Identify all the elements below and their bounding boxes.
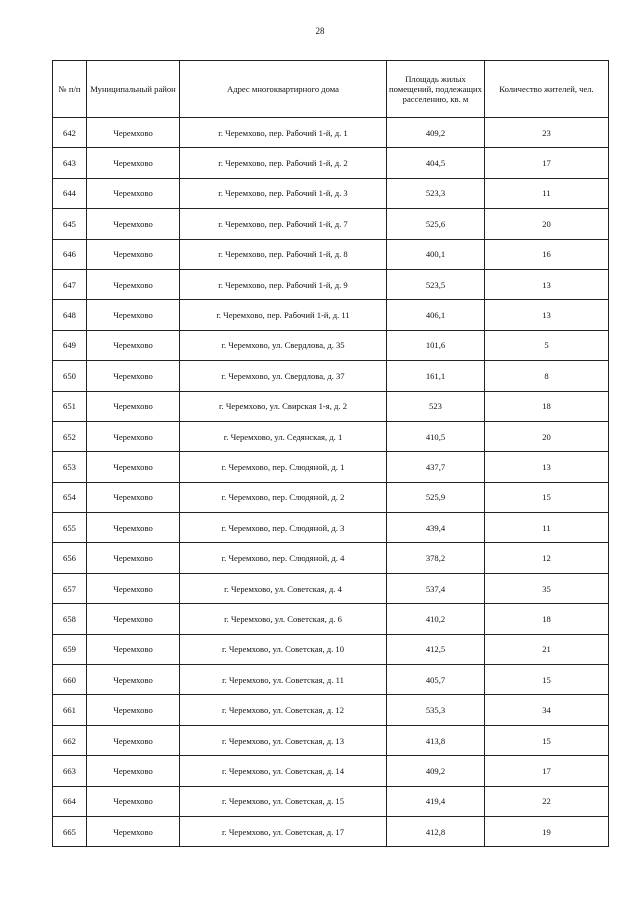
cell-address: г. Черемхово, пер. Слюдяной, д. 2 <box>180 482 387 512</box>
cell-district: Черемхово <box>87 786 180 816</box>
table-row <box>53 209 609 239</box>
cell-residents: 11 <box>485 513 609 543</box>
cell-residents: 21 <box>485 634 609 664</box>
cell-residents: 16 <box>485 239 609 269</box>
cell-address: г. Черемхово, пер. Слюдяной, д. 4 <box>180 543 387 573</box>
cell-num: 652 <box>53 421 87 451</box>
cell-address: г. Черемхово, ул. Советская, д. 14 <box>180 756 387 786</box>
cell-address: г. Черемхово, ул. Свердлова, д. 35 <box>180 330 387 360</box>
table-row <box>53 118 609 148</box>
cell-area: 400,1 <box>387 239 485 269</box>
cell-address: г. Черемхово, ул. Советская, д. 4 <box>180 573 387 603</box>
cell-area: 412,8 <box>387 816 485 846</box>
cell-address: г. Черемхово, пер. Рабочий 1-й, д. 3 <box>180 178 387 208</box>
cell-residents: 13 <box>485 452 609 482</box>
table-row <box>53 725 609 755</box>
table-row <box>53 361 609 391</box>
cell-residents: 8 <box>485 361 609 391</box>
cell-address: г. Черемхово, пер. Рабочий 1-й, д. 1 <box>180 118 387 148</box>
table-row <box>53 695 609 725</box>
cell-residents: 13 <box>485 300 609 330</box>
header-residents: Количество жителей, чел. <box>485 61 609 118</box>
cell-num: 657 <box>53 573 87 603</box>
cell-address: г. Черемхово, пер. Слюдяной, д. 1 <box>180 452 387 482</box>
cell-district: Черемхово <box>87 725 180 755</box>
cell-residents: 5 <box>485 330 609 360</box>
cell-num: 645 <box>53 209 87 239</box>
cell-num: 647 <box>53 269 87 299</box>
cell-address: г. Черемхово, пер. Рабочий 1-й, д. 8 <box>180 239 387 269</box>
cell-address: г. Черемхово, ул. Свердлова, д. 37 <box>180 361 387 391</box>
cell-residents: 15 <box>485 725 609 755</box>
header-district: Муниципальный район <box>87 61 180 118</box>
cell-district: Черемхово <box>87 543 180 573</box>
cell-district: Черемхово <box>87 330 180 360</box>
cell-num: 646 <box>53 239 87 269</box>
cell-area: 406,1 <box>387 300 485 330</box>
cell-area: 405,7 <box>387 665 485 695</box>
cell-num: 655 <box>53 513 87 543</box>
cell-num: 642 <box>53 118 87 148</box>
cell-district: Черемхово <box>87 421 180 451</box>
cell-residents: 15 <box>485 665 609 695</box>
cell-num: 658 <box>53 604 87 634</box>
cell-area: 378,2 <box>387 543 485 573</box>
cell-area: 409,2 <box>387 756 485 786</box>
cell-area: 404,5 <box>387 148 485 178</box>
cell-area: 410,5 <box>387 421 485 451</box>
cell-num: 644 <box>53 178 87 208</box>
cell-district: Черемхово <box>87 695 180 725</box>
cell-residents: 22 <box>485 786 609 816</box>
cell-district: Черемхово <box>87 269 180 299</box>
table-row <box>53 604 609 634</box>
cell-district: Черемхово <box>87 816 180 846</box>
cell-district: Черемхово <box>87 665 180 695</box>
table-row <box>53 573 609 603</box>
cell-residents: 11 <box>485 178 609 208</box>
housing-registry-table <box>52 60 609 847</box>
cell-address: г. Черемхово, пер. Рабочий 1-й, д. 9 <box>180 269 387 299</box>
cell-area: 439,4 <box>387 513 485 543</box>
cell-district: Черемхово <box>87 573 180 603</box>
cell-area: 535,3 <box>387 695 485 725</box>
cell-address: г. Черемхово, пер. Рабочий 1-й, д. 7 <box>180 209 387 239</box>
cell-area: 537,4 <box>387 573 485 603</box>
cell-district: Черемхово <box>87 361 180 391</box>
table-row <box>53 269 609 299</box>
cell-area: 409,2 <box>387 118 485 148</box>
cell-district: Черемхово <box>87 209 180 239</box>
cell-area: 413,8 <box>387 725 485 755</box>
cell-address: г. Черемхово, ул. Советская, д. 17 <box>180 816 387 846</box>
cell-address: г. Черемхово, ул. Седянская, д. 1 <box>180 421 387 451</box>
cell-num: 659 <box>53 634 87 664</box>
table-row <box>53 452 609 482</box>
cell-area: 437,7 <box>387 452 485 482</box>
cell-address: г. Черемхово, ул. Советская, д. 10 <box>180 634 387 664</box>
cell-address: г. Черемхово, ул. Советская, д. 11 <box>180 665 387 695</box>
cell-district: Черемхово <box>87 300 180 330</box>
table-row <box>53 391 609 421</box>
cell-num: 651 <box>53 391 87 421</box>
header-address: Адрес многоквартирного дома <box>180 61 387 118</box>
cell-district: Черемхово <box>87 239 180 269</box>
cell-residents: 18 <box>485 604 609 634</box>
cell-num: 648 <box>53 300 87 330</box>
cell-residents: 15 <box>485 482 609 512</box>
cell-area: 419,4 <box>387 786 485 816</box>
header-area: Площадь жилых помещений, подлежащих расселению, кв. м <box>387 61 485 118</box>
cell-residents: 17 <box>485 756 609 786</box>
table-row <box>53 786 609 816</box>
table-row <box>53 756 609 786</box>
table-row <box>53 421 609 451</box>
table-row <box>53 665 609 695</box>
table-row <box>53 634 609 664</box>
cell-address: г. Черемхово, пер. Слюдяной, д. 3 <box>180 513 387 543</box>
cell-residents: 35 <box>485 573 609 603</box>
cell-residents: 12 <box>485 543 609 573</box>
cell-district: Черемхово <box>87 178 180 208</box>
table-row <box>53 300 609 330</box>
cell-residents: 19 <box>485 816 609 846</box>
cell-residents: 34 <box>485 695 609 725</box>
cell-residents: 17 <box>485 148 609 178</box>
cell-district: Черемхово <box>87 604 180 634</box>
page-number: 28 <box>315 26 325 36</box>
cell-num: 660 <box>53 665 87 695</box>
cell-area: 412,5 <box>387 634 485 664</box>
cell-num: 656 <box>53 543 87 573</box>
header-num: № п/п <box>53 61 87 118</box>
cell-num: 643 <box>53 148 87 178</box>
cell-residents: 20 <box>485 209 609 239</box>
table-row <box>53 543 609 573</box>
table-row <box>53 513 609 543</box>
cell-num: 663 <box>53 756 87 786</box>
cell-address: г. Черемхово, пер. Рабочий 1-й, д. 11 <box>180 300 387 330</box>
cell-num: 653 <box>53 452 87 482</box>
cell-area: 523 <box>387 391 485 421</box>
cell-district: Черемхово <box>87 634 180 664</box>
cell-address: г. Черемхово, ул. Советская, д. 6 <box>180 604 387 634</box>
cell-address: г. Черемхово, ул. Свирская 1-я, д. 2 <box>180 391 387 421</box>
cell-num: 649 <box>53 330 87 360</box>
cell-area: 410,2 <box>387 604 485 634</box>
cell-district: Черемхово <box>87 482 180 512</box>
table-body <box>53 118 609 847</box>
cell-address: г. Черемхово, ул. Советская, д. 13 <box>180 725 387 755</box>
cell-address: г. Черемхово, ул. Советская, д. 15 <box>180 786 387 816</box>
cell-district: Черемхово <box>87 148 180 178</box>
cell-district: Черемхово <box>87 391 180 421</box>
cell-address: г. Черемхово, пер. Рабочий 1-й, д. 2 <box>180 148 387 178</box>
cell-residents: 20 <box>485 421 609 451</box>
cell-num: 664 <box>53 786 87 816</box>
cell-num: 654 <box>53 482 87 512</box>
cell-residents: 18 <box>485 391 609 421</box>
table-row <box>53 816 609 846</box>
cell-residents: 13 <box>485 269 609 299</box>
cell-district: Черемхово <box>87 452 180 482</box>
cell-address: г. Черемхово, ул. Советская, д. 12 <box>180 695 387 725</box>
cell-num: 650 <box>53 361 87 391</box>
table-row <box>53 178 609 208</box>
table-row <box>53 482 609 512</box>
cell-area: 161,1 <box>387 361 485 391</box>
cell-area: 525,9 <box>387 482 485 512</box>
cell-num: 665 <box>53 816 87 846</box>
table-header-row <box>53 61 609 118</box>
cell-district: Черемхово <box>87 118 180 148</box>
cell-residents: 23 <box>485 118 609 148</box>
table-row <box>53 148 609 178</box>
cell-area: 101,6 <box>387 330 485 360</box>
cell-num: 662 <box>53 725 87 755</box>
cell-district: Черемхово <box>87 513 180 543</box>
table-row <box>53 330 609 360</box>
table-row <box>53 239 609 269</box>
cell-area: 523,5 <box>387 269 485 299</box>
cell-area: 525,6 <box>387 209 485 239</box>
cell-num: 661 <box>53 695 87 725</box>
cell-district: Черемхово <box>87 756 180 786</box>
cell-area: 523,3 <box>387 178 485 208</box>
